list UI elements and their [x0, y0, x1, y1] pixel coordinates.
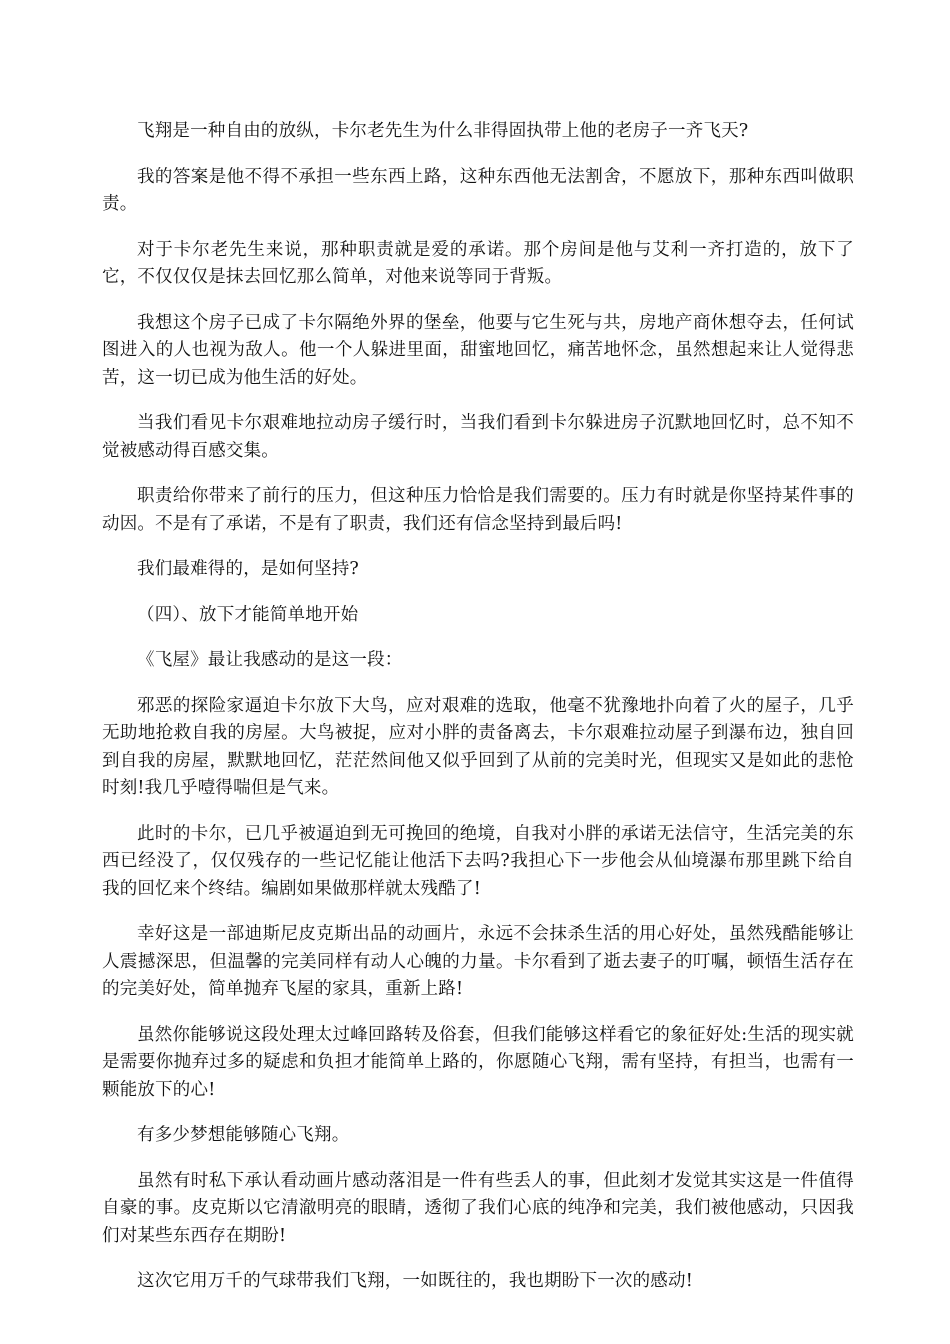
paragraph-4: 我想这个房子已成了卡尔隔绝外界的堡垒，他要与它生死与共，房地产商休想夺去，任何试图进入的人也视为敌人。他一个人躲进里面，甜蜜地回忆，痛苦地怀念，虽然想起来让人觉得悲苦，这一切已成为他生活的好处。	[102, 312, 854, 388]
section-heading: （四）、放下才能简单地开始	[137, 604, 359, 625]
paragraph-3: 对于卡尔老先生来说，那种职责就是爱的承诺。那个房间是他与艾利一齐打造的，放下了它，不仅仅仅是抹去回忆那么简单，对他来说等同于背叛。	[102, 239, 854, 287]
document-body	[102, 118, 854, 1314]
paragraph-15: 虽然有时私下承认看动画片感动落泪是一件有些丢人的事，但此刻才发觉其实这是一件值得自豪的事。皮克斯以它清澈明亮的眼睛，透彻了我们心底的纯净和完美，我们被他感动，只因我们对某些东西存在期盼!	[102, 1170, 854, 1246]
paragraph-2: 我的答案是他不得不承担一些东西上路，这种东西他无法割舍，不愿放下，那种东西叫做职责。	[102, 166, 854, 214]
paragraph-5: 当我们看见卡尔艰难地拉动房子缓行时，当我们看到卡尔躲进房子沉默地回忆时，总不知不觉被感动得百感交集。	[102, 413, 854, 461]
paragraph-16: 这次它用万千的气球带我们飞翔，一如既往的，我也期盼下一次的感动!	[137, 1271, 693, 1291]
paragraph-9: 《飞屋》最让我感动的是这一段：	[137, 650, 403, 670]
paragraph-14: 有多少梦想能够随心飞翔。	[137, 1125, 350, 1145]
paragraph-1: 飞翔是一种自由的放纵，卡尔老先生为什么非得固执带上他的老房子一齐飞天?	[137, 121, 749, 141]
paragraph-10: 邪恶的探险家逼迫卡尔放下大鸟，应对艰难的选取，他毫不犹豫地扑向着了火的屋子，几乎无助地抢救自我的房屋。大鸟被捉，应对小胖的责备离去，卡尔艰难拉动屋子到瀑布边，独自回到自我的房屋，默默地回忆，茫茫然间他又似乎回到了从前的完美时光，但现实又是如此的悲怆时刻!我几乎噎得喘但是气来。	[102, 695, 854, 798]
paragraph-6: 职责给你带来了前行的压力，但这种压力恰恰是我们需要的。压力有时就是你坚持某件事的动因。不是有了承诺，不是有了职责，我们还有信念坚持到最后吗!	[102, 486, 854, 534]
paragraph-11: 此时的卡尔，已几乎被逼迫到无可挽回的绝境，自我对小胖的承诺无法信守，生活完美的东西已经没了，仅仅残存的一些记忆能让他活下去吗?我担心下一步他会从仙境瀑布那里跳下给自我的回忆来个终结。编剧如果做那样就太残酷了!	[102, 823, 854, 899]
paragraph-12: 幸好这是一部迪斯尼皮克斯出品的动画片，永远不会抹杀生活的用心好处，虽然残酷能够让人震撼深思，但温馨的完美同样有动人心魄的力量。卡尔看到了逝去妻子的叮嘱，顿悟生活存在的完美好处，简单抛弃飞屋的家具，重新上路!	[102, 924, 854, 999]
paragraph-7: 我们最难得的，是如何坚持?	[137, 559, 359, 579]
paragraph-13: 虽然你能够说这段处理太过峰回路转及俗套，但我们能够这样看它的象征好处:生活的现实就是需要你抛弃过多的疑虑和负担才能简单上路的，你愿随心飞翔，需有坚持，有担当，也需有一颗能放下的心!	[102, 1024, 854, 1100]
